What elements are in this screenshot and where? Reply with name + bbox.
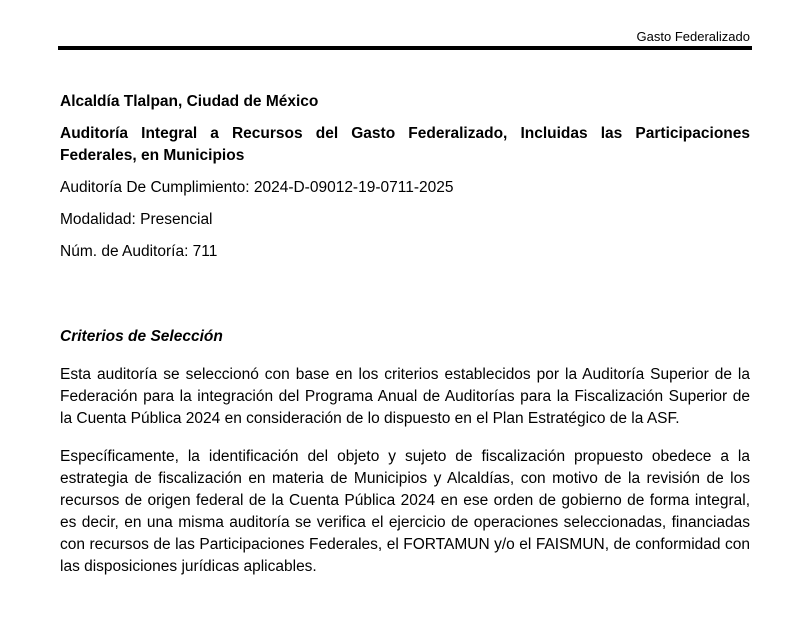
document-body bbox=[60, 91, 750, 594]
paragraph: Esta auditoría se seleccionó con base en los criterios establecidos por la Auditoría Superior de la Federación para la integración del Programa Anual de Auditorías para la Fiscalización Superior de la Cuenta Pública 2024 en consideración de lo dispuesto en el Plan Estratégico de la ASF. bbox=[60, 366, 750, 427]
audit-modality: Modalidad: Presencial bbox=[60, 211, 213, 228]
paragraph: Específicamente, la identificación del objeto y sujeto de fiscalización propuesto obedece a la estrategia de fiscalización en materia de Municipios y Alcaldías, con motivo de la revisión de los recursos de origen federal de la Cuenta Pública 2024 en ese orden de gobierno de forma integral, es decir, en una misma auditoría se verifica el ejercicio de operaciones seleccionadas, financiadas con recursos de las Participaciones Federales, el FORTAMUN y/o el FAISMUN, de conformidad con las disposiciones jurídicas aplicables. bbox=[60, 448, 750, 575]
running-header: Gasto Federalizado bbox=[636, 29, 750, 44]
audit-title: Auditoría Integral a Recursos del Gasto Federalizado, Incluidas las Participaciones Federales, en Municipios bbox=[60, 125, 750, 164]
audit-number: Núm. de Auditoría: 711 bbox=[60, 243, 218, 260]
entity-name: Alcaldía Tlalpan, Ciudad de México bbox=[60, 93, 319, 110]
header-rule bbox=[58, 46, 752, 50]
audit-type: Auditoría De Cumplimiento: 2024-D-09012-19-0711-2025 bbox=[60, 179, 454, 196]
section-heading: Criterios de Selección bbox=[60, 328, 223, 345]
